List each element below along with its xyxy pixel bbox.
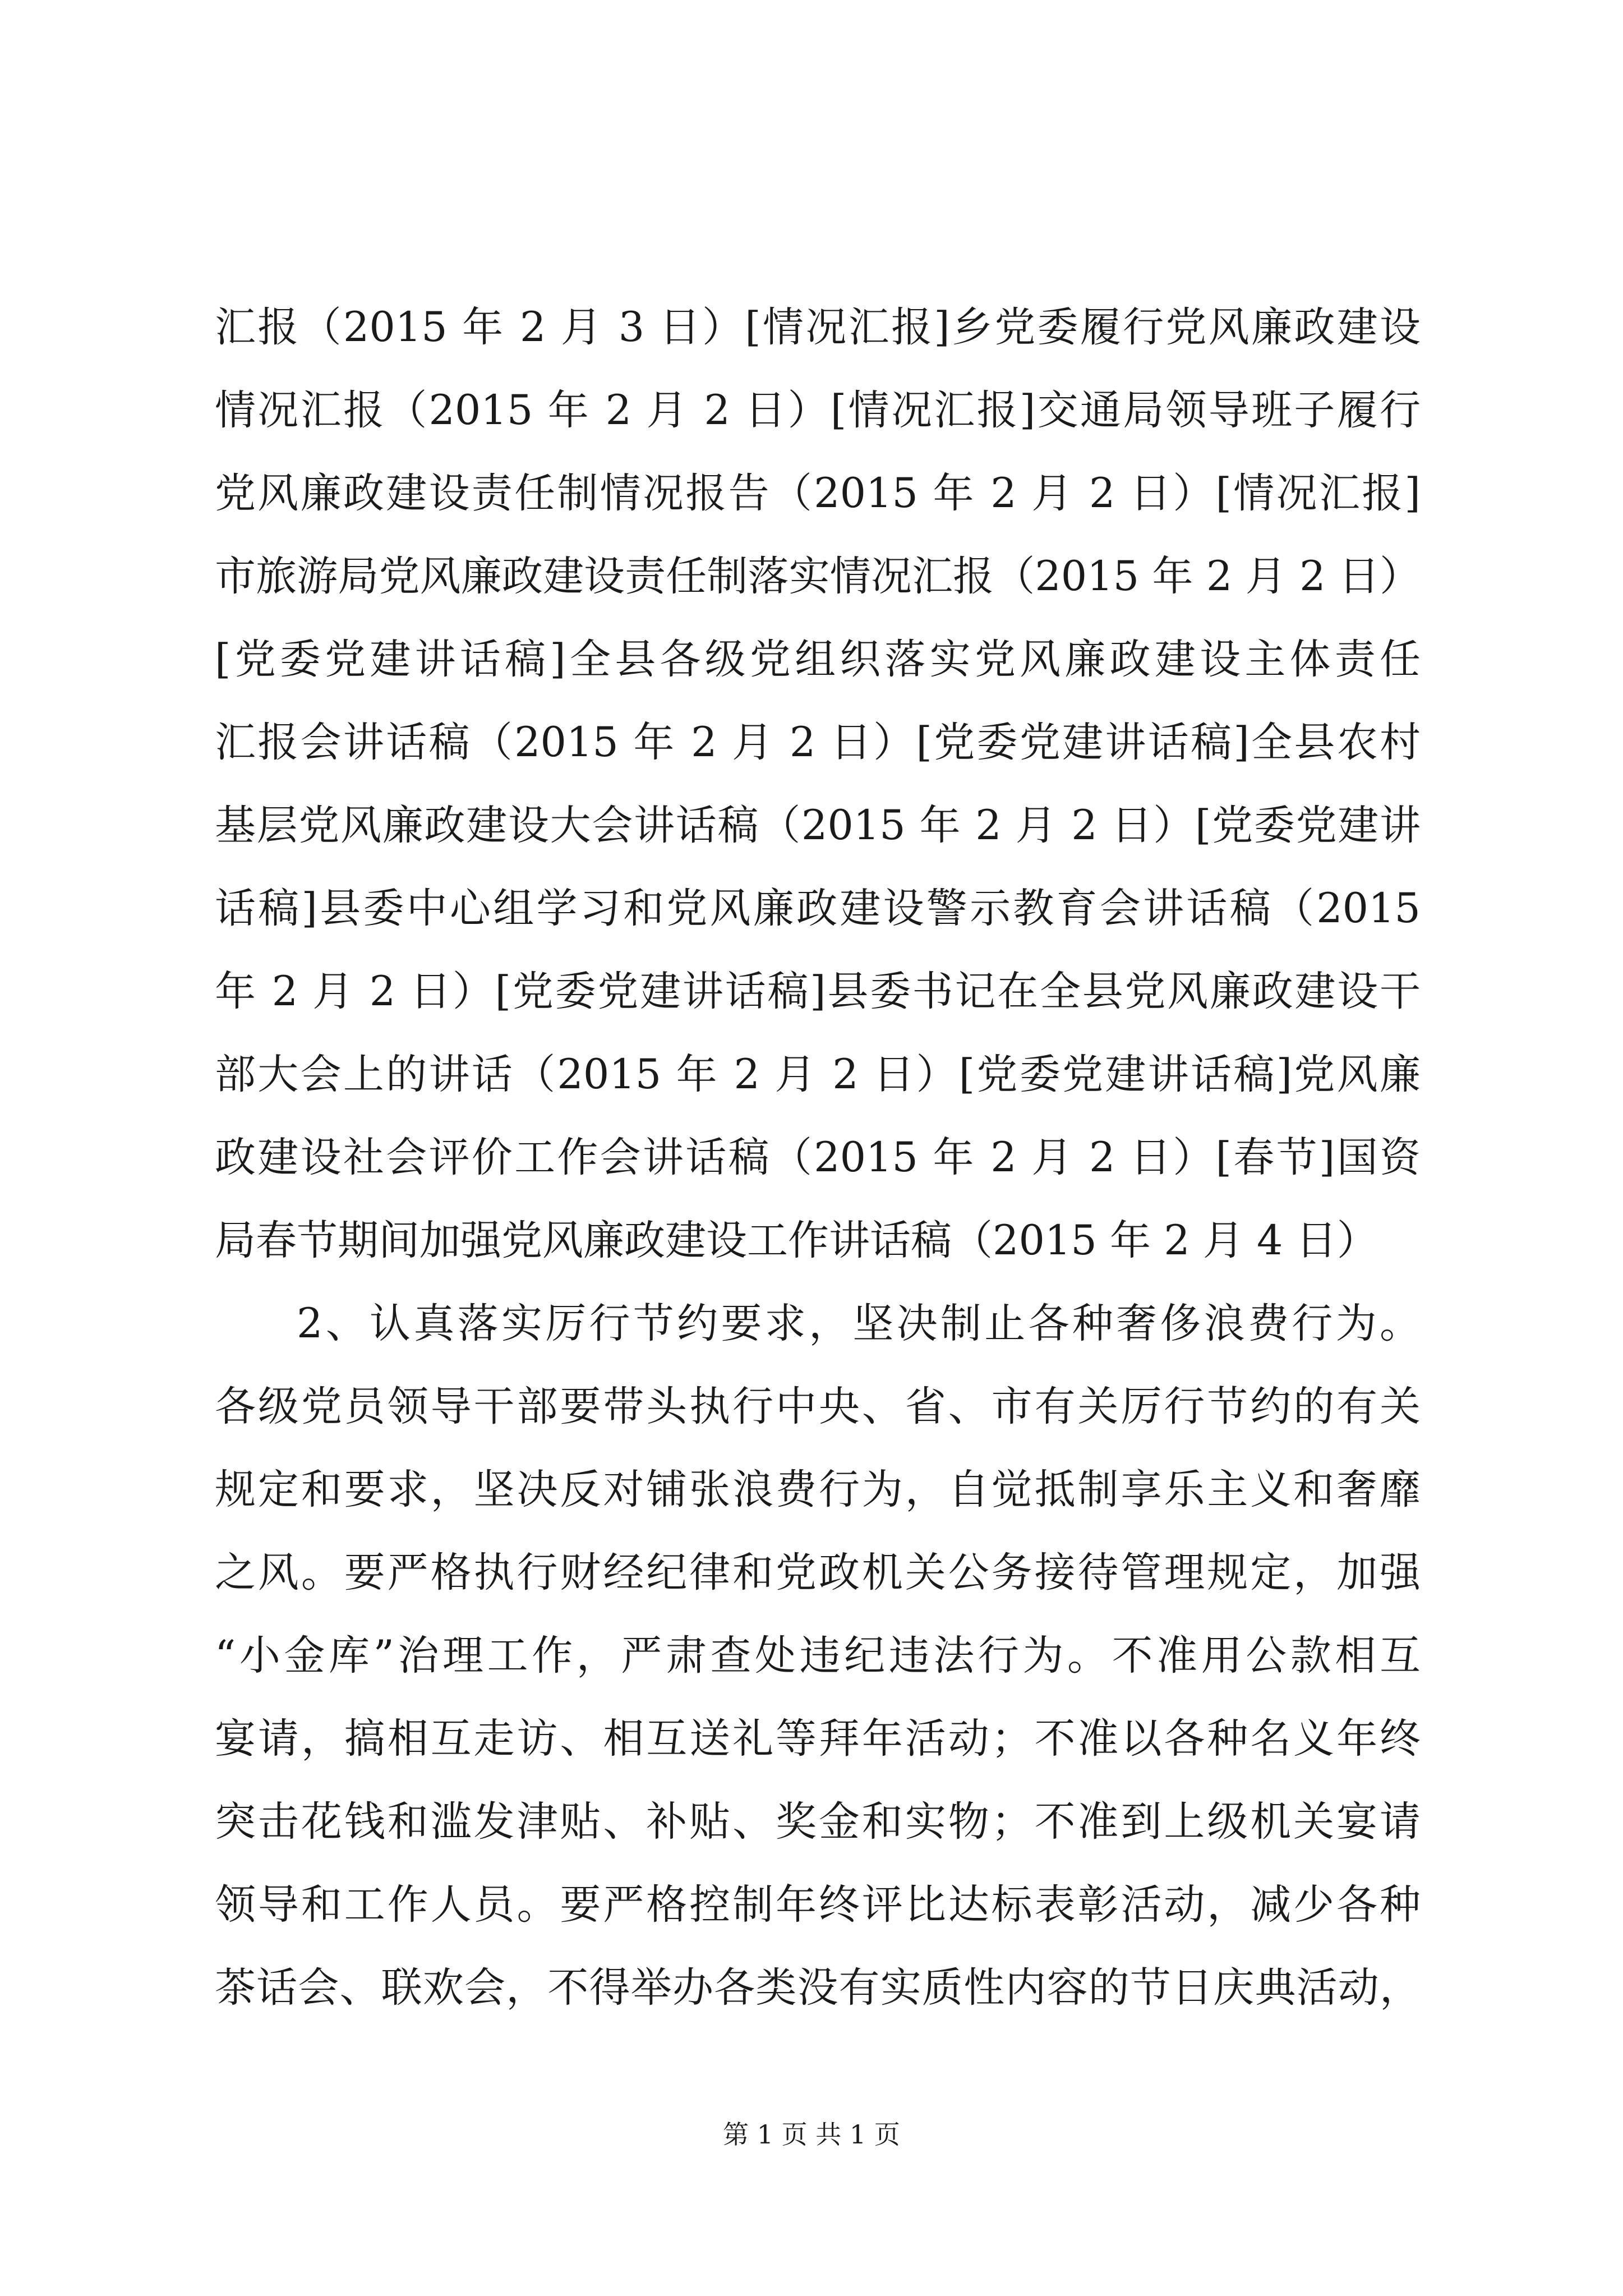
text-line: 部大会上的讲话（2015 年 2 月 2 日）[党委党建讲话稿]党风廉 bbox=[215, 1051, 1421, 1098]
text-line: 基层党风廉政建设大会讲话稿（2015 年 2 月 2 日）[党委党建讲 bbox=[215, 802, 1421, 849]
text-line: 话稿]县委中心组学习和党风廉政建设警示教育会讲话稿（2015 bbox=[215, 885, 1421, 932]
text-line: 各级党员领导干部要带头执行中央、省、市有关厉行节约的有关 bbox=[215, 1383, 1421, 1430]
text-line: 党风廉政建设责任制情况报告（2015 年 2 月 2 日）[情况汇报] bbox=[215, 470, 1421, 517]
text-line: 领导和工作人员。要严格控制年终评比达标表彰活动，减少各种 bbox=[215, 1881, 1421, 1929]
page-footer: 第 1 页 共 1 页 bbox=[723, 2119, 900, 2150]
document-body bbox=[215, 286, 1421, 2030]
text-line: 市旅游局党风廉政建设责任制落实情况汇报（2015 年 2 月 2 日） bbox=[215, 553, 1421, 600]
text-line: “小金库”治理工作，严肃查处违纪违法行为。不准用公款相互 bbox=[215, 1632, 1421, 1680]
text-line: 突击花钱和滥发津贴、补贴、奖金和实物；不准到上级机关宴请 bbox=[215, 1798, 1421, 1846]
text-line: 汇报（2015 年 2 月 3 日）[情况汇报]乡党委履行党风廉政建设 bbox=[215, 303, 1421, 351]
text-line: 宴请，搞相互走访、相互送礼等拜年活动；不准以各种名义年终 bbox=[215, 1715, 1421, 1763]
text-line: 政建设社会评价工作会讲话稿（2015 年 2 月 2 日）[春节]国资 bbox=[215, 1134, 1421, 1181]
text-line: 情况汇报（2015 年 2 月 2 日）[情况汇报]交通局领导班子履行 bbox=[215, 386, 1421, 434]
text-line: 局春节期间加强党风廉政建设工作讲话稿（2015 年 2 月 4 日） bbox=[215, 1217, 1378, 1264]
text-line: 规定和要求，坚决反对铺张浪费行为，自觉抵制享乐主义和奢靡 bbox=[215, 1466, 1421, 1513]
text-line: 年 2 月 2 日）[党委党建讲话稿]县委书记在全县党风廉政建设干 bbox=[215, 968, 1421, 1015]
text-line: 茶话会、联欢会，不得举办各类没有实质性内容的节日庆典活动， bbox=[215, 1964, 1421, 2012]
text-line: 之风。要严格执行财经纪律和党政机关公务接待管理规定，加强 bbox=[215, 1549, 1421, 1596]
paragraph-heading: 2、认真落实厉行节约要求，坚决制止各种奢侈浪费行为。 bbox=[297, 1300, 1421, 1347]
text-line: [党委党建讲话稿]全县各级党组织落实党风廉政建设主体责任 bbox=[215, 636, 1421, 683]
text-line: 汇报会讲话稿（2015 年 2 月 2 日）[党委党建讲话稿]全县农村 bbox=[215, 719, 1421, 766]
